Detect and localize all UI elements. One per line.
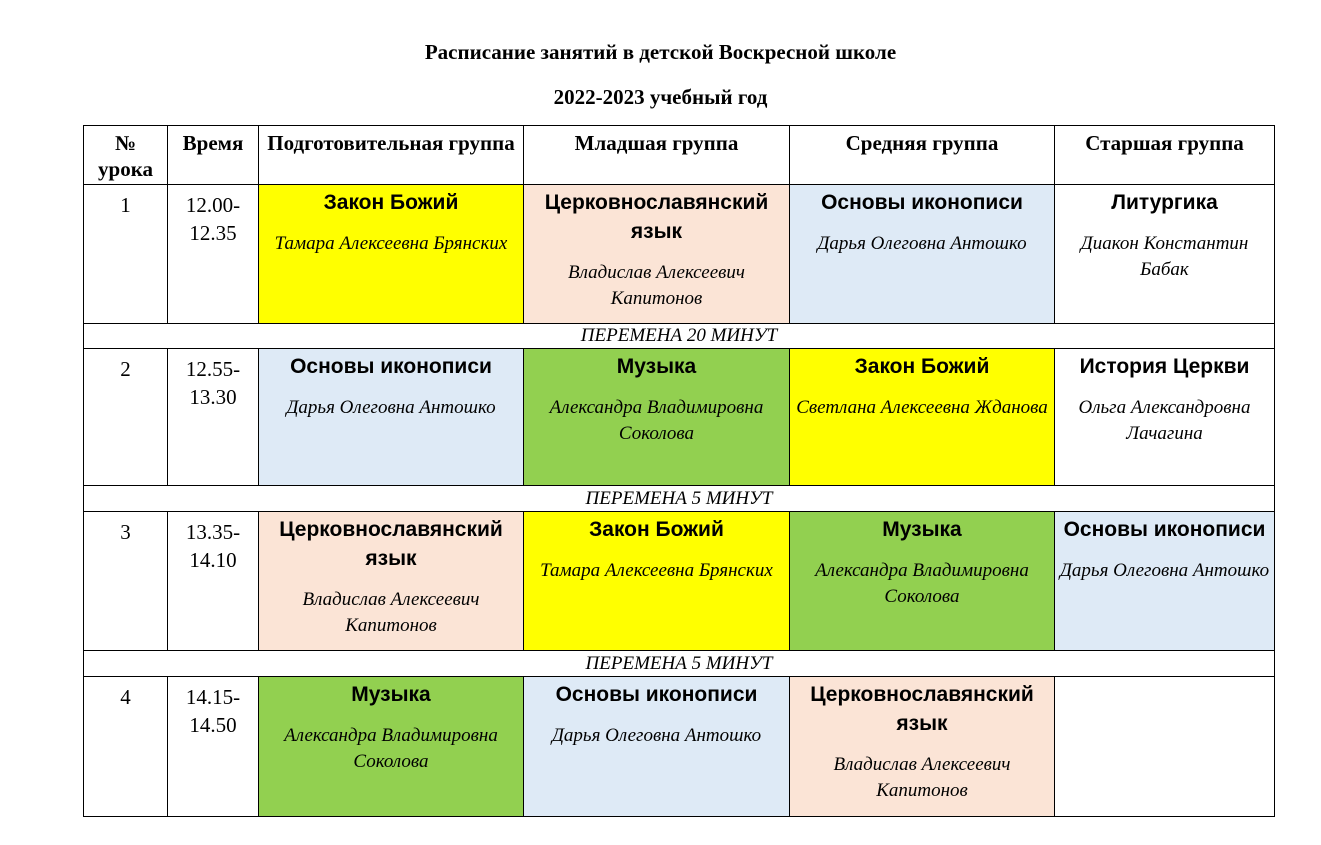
header-row (84, 126, 1275, 185)
page-subtitle: 2022-2023 учебный год (553, 85, 768, 109)
page-title: Расписание занятий в детской Воскресной школе (424, 40, 897, 64)
lesson-number: 3 (84, 512, 168, 651)
lesson-time: 14.15-14.50 (168, 677, 259, 817)
teacher-name: Светлана Алексеевна Жданова (796, 397, 1048, 418)
lesson-cell (1055, 349, 1275, 486)
lesson-time: 12.00-12.35 (168, 185, 259, 324)
subject-name: Основы иконописи (555, 683, 758, 706)
subject-name: Церковнославянский язык (279, 518, 503, 570)
lesson-cell (259, 512, 524, 651)
lesson-cell (790, 512, 1055, 651)
break-row (84, 486, 1275, 512)
teacher-name: Дарья Олеговна Антошко (286, 397, 496, 418)
header-prep-group: Подготовительная группа (259, 126, 524, 185)
subject-name: Музыка (882, 518, 962, 541)
subject-name: Музыка (351, 683, 431, 706)
teacher-name: Дарья Олеговна Антошко (551, 725, 762, 746)
subject-name: Основы иконописи (290, 355, 492, 378)
lesson-cell (524, 512, 790, 651)
header-middle-group: Средняя группа (790, 126, 1055, 185)
teacher-name: Александра Владимировна Соколова (549, 397, 764, 444)
teacher-name: Диакон Константин Бабак (1080, 233, 1249, 280)
header-lesson-number: № урока (84, 126, 168, 185)
teacher-name: Александра Владимировна Соколова (815, 560, 1029, 607)
subject-name: Основы иконописи (1063, 518, 1266, 541)
teacher-name: Тамара Алексеевна Брянских (540, 560, 773, 581)
header-junior-group: Младшая группа (524, 126, 790, 185)
subject-name: История Церкви (1079, 355, 1250, 378)
lesson-cell-empty (1055, 677, 1275, 817)
subject-name: Церковнославянский язык (810, 683, 1034, 735)
teacher-name: Александра Владимировна Соколова (284, 725, 498, 772)
teacher-name: Дарья Олеговна Антошко (817, 233, 1027, 254)
break-label: ПЕРЕМЕНА 5 МИНУТ (84, 651, 1275, 677)
subject-name: Закон Божий (323, 191, 459, 214)
lesson-row (84, 677, 1275, 817)
subject-name: Литургика (1111, 191, 1218, 214)
lesson-row (84, 349, 1275, 486)
lesson-number: 2 (84, 349, 168, 486)
teacher-name: Дарья Олеговна Антошко (1059, 560, 1270, 581)
subject-name: Церковнославянский язык (544, 191, 769, 243)
break-row (84, 324, 1275, 349)
schedule-table (83, 125, 1275, 817)
lesson-time: 13.35-14.10 (168, 512, 259, 651)
break-row (84, 651, 1275, 677)
break-label: ПЕРЕМЕНА 5 МИНУТ (84, 486, 1275, 512)
lesson-cell (259, 185, 524, 324)
subject-name: Музыка (616, 355, 697, 378)
lesson-cell (790, 349, 1055, 486)
header-time: Время (168, 126, 259, 185)
lesson-cell (524, 185, 790, 324)
teacher-name: Владислав Алексеевич Капитонов (833, 754, 1011, 801)
subject-name: Закон Божий (589, 518, 724, 541)
header-senior-group: Старшая группа (1055, 126, 1275, 185)
break-label: ПЕРЕМЕНА 20 МИНУТ (84, 324, 1275, 349)
lesson-time: 12.55-13.30 (168, 349, 259, 486)
lesson-cell (790, 677, 1055, 817)
lesson-cell (259, 349, 524, 486)
lesson-cell (1055, 185, 1275, 324)
lesson-number: 1 (84, 185, 168, 324)
teacher-name: Владислав Алексеевич Капитонов (302, 589, 480, 636)
lesson-row (84, 512, 1275, 651)
teacher-name: Ольга Александровна Лачагина (1078, 397, 1251, 444)
lesson-row (84, 185, 1275, 324)
subject-name (1055, 677, 1274, 680)
subject-name: Основы иконописи (821, 191, 1023, 214)
teacher-name: Тамара Алексеевна Брянских (274, 233, 508, 254)
lesson-cell (790, 185, 1055, 324)
lesson-cell (1055, 512, 1275, 651)
lesson-number: 4 (84, 677, 168, 817)
lesson-cell (524, 349, 790, 486)
lesson-cell (524, 677, 790, 817)
subject-name: Закон Божий (854, 355, 990, 378)
teacher-name: Владислав Алексеевич Капитонов (567, 262, 745, 309)
lesson-cell (259, 677, 524, 817)
